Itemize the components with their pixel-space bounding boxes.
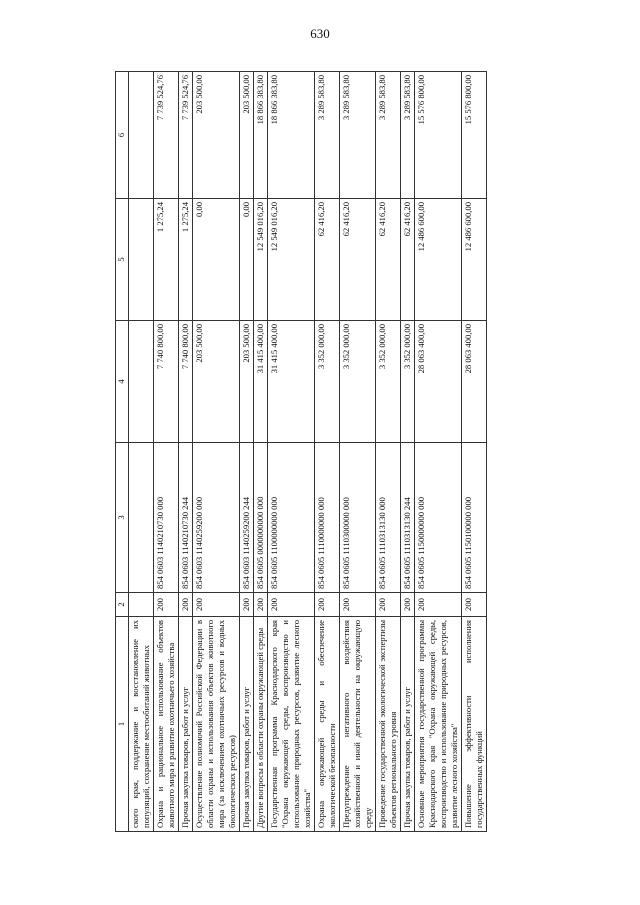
row-name-cell: ского края, поддержание и восстановление их популяций, сохранение местообитаний животных bbox=[129, 617, 154, 832]
row-remainder-cell: 7 739 524,76 bbox=[179, 72, 193, 199]
row-executed-cell: 1 275,24 bbox=[179, 199, 193, 321]
row-classifier-cell: 854 0605 1110313130 244 bbox=[401, 443, 415, 593]
row-classifier-cell: 854 0603 1140210730 000 bbox=[154, 443, 179, 593]
row-executed-cell: 12 549 016,20 bbox=[268, 199, 315, 321]
table-body bbox=[129, 72, 487, 832]
row-name-cell: Прочая закупка товаров, работ и услуг bbox=[401, 617, 415, 832]
table-row bbox=[154, 72, 179, 832]
row-executed-cell: 0,00 bbox=[240, 199, 254, 321]
row-code-cell: 200 bbox=[340, 593, 376, 617]
row-classifier-cell: 854 0605 1100000000 000 bbox=[268, 443, 315, 593]
table-row bbox=[268, 72, 315, 832]
row-amount-cell bbox=[129, 321, 154, 443]
row-name-cell: Проведение государственной экологической экспертизы объектов регионального уровня bbox=[376, 617, 401, 832]
row-amount-cell: 7 740 800,00 bbox=[179, 321, 193, 443]
row-classifier-cell: 854 0605 1110313130 000 bbox=[376, 443, 401, 593]
header-cell-3: 3 bbox=[116, 443, 129, 593]
row-classifier-cell: 854 0605 0000000000 000 bbox=[254, 443, 268, 593]
row-classifier-cell: 854 0605 1110000000 000 bbox=[315, 443, 340, 593]
row-amount-cell: 203 500,00 bbox=[240, 321, 254, 443]
row-code-cell: 200 bbox=[240, 593, 254, 617]
row-code-cell: 200 bbox=[401, 593, 415, 617]
table-row bbox=[340, 72, 376, 832]
budget-table bbox=[115, 71, 487, 832]
row-name-cell: Другие вопросы в области охраны окружающей среды bbox=[254, 617, 268, 832]
row-classifier-cell: 854 0605 1150100000 000 bbox=[462, 443, 487, 593]
row-executed-cell bbox=[129, 199, 154, 321]
row-remainder-cell: 18 866 383,80 bbox=[268, 72, 315, 199]
row-remainder-cell: 3 289 583,80 bbox=[376, 72, 401, 199]
row-classifier-cell: 854 0603 1140259200 244 bbox=[240, 443, 254, 593]
header-cell-6: 6 bbox=[116, 72, 129, 199]
row-name-cell: Предупреждение негативного воздействия хозяйственной и иной деятельности на окружающую среду bbox=[340, 617, 376, 832]
row-executed-cell: 12 486 600,00 bbox=[462, 199, 487, 321]
row-amount-cell: 3 352 000,00 bbox=[376, 321, 401, 443]
row-executed-cell: 1 275,24 bbox=[154, 199, 179, 321]
row-executed-cell: 12 486 600,00 bbox=[415, 199, 462, 321]
header-cell-4: 4 bbox=[116, 321, 129, 443]
table-row bbox=[129, 72, 154, 832]
header-row bbox=[116, 72, 129, 832]
row-remainder-cell: 15 576 800,00 bbox=[415, 72, 462, 199]
row-code-cell: 200 bbox=[193, 593, 240, 617]
row-executed-cell: 62 416,20 bbox=[340, 199, 376, 321]
row-amount-cell: 28 063 400,00 bbox=[462, 321, 487, 443]
row-remainder-cell: 15 576 800,00 bbox=[462, 72, 487, 199]
row-classifier-cell: 854 0603 1140259200 000 bbox=[193, 443, 240, 593]
row-executed-cell: 62 416,20 bbox=[315, 199, 340, 321]
table-row bbox=[415, 72, 462, 832]
row-remainder-cell: 18 866 383,80 bbox=[254, 72, 268, 199]
row-name-cell: Прочая закупка товаров, работ и услуг bbox=[179, 617, 193, 832]
row-executed-cell: 0,00 bbox=[193, 199, 240, 321]
row-amount-cell: 3 352 000,00 bbox=[340, 321, 376, 443]
header-cell-5: 5 bbox=[116, 199, 129, 321]
row-name-cell: Повышение эффективности исполнения государственных функций bbox=[462, 617, 487, 832]
row-remainder-cell: 3 289 583,80 bbox=[401, 72, 415, 199]
row-amount-cell: 7 740 800,00 bbox=[154, 321, 179, 443]
table-row bbox=[179, 72, 193, 832]
row-executed-cell: 62 416,20 bbox=[376, 199, 401, 321]
table-row bbox=[462, 72, 487, 832]
table-row bbox=[315, 72, 340, 832]
row-remainder-cell: 203 500,00 bbox=[193, 72, 240, 199]
table-row bbox=[401, 72, 415, 832]
row-code-cell: 200 bbox=[268, 593, 315, 617]
row-name-cell: Прочая закупка товаров, работ и услуг bbox=[240, 617, 254, 832]
header-cell-1: 1 bbox=[116, 617, 129, 832]
row-code-cell: 200 bbox=[415, 593, 462, 617]
table-row bbox=[193, 72, 240, 832]
row-name-cell: Охрана и рациональное использование объектов животного мира и развитие охотничьего хозяйства bbox=[154, 617, 179, 832]
row-remainder-cell: 7 739 524,76 bbox=[154, 72, 179, 199]
row-amount-cell: 3 352 000,00 bbox=[401, 321, 415, 443]
row-classifier-cell bbox=[129, 443, 154, 593]
row-code-cell: 200 bbox=[315, 593, 340, 617]
row-code-cell: 200 bbox=[154, 593, 179, 617]
row-name-cell: Осуществление полномочий Российской Федерации в области охраны и использования объектов животного мира (за исключением охотничьих ресурсов и водных биологических ресурсов) bbox=[193, 617, 240, 832]
row-code-cell: 200 bbox=[376, 593, 401, 617]
row-remainder-cell bbox=[129, 72, 154, 199]
row-remainder-cell: 203 500,00 bbox=[240, 72, 254, 199]
row-classifier-cell: 854 0605 1110300000 000 bbox=[340, 443, 376, 593]
row-amount-cell: 28 063 400,00 bbox=[415, 321, 462, 443]
row-remainder-cell: 3 289 583,80 bbox=[315, 72, 340, 199]
row-name-cell: Государственная программа Краснодарского края "Охрана окружающей среды, воспроизводство и использование природных ресурсов, развитие лесного хозяйства" bbox=[268, 617, 315, 832]
row-name-cell: Основные мероприятия государственной программы Краснодарского края "Охрана окружающей среды, воспроизводство и использование природных ресурсов, развитие лесного хозяйства" bbox=[415, 617, 462, 832]
row-amount-cell: 31 415 400,00 bbox=[268, 321, 315, 443]
row-code-cell bbox=[129, 593, 154, 617]
header-cell-2: 2 bbox=[116, 593, 129, 617]
row-classifier-cell: 854 0605 1150000000 000 bbox=[415, 443, 462, 593]
row-amount-cell: 31 415 400,00 bbox=[254, 321, 268, 443]
page-number: 630 bbox=[310, 26, 330, 41]
row-code-cell: 200 bbox=[254, 593, 268, 617]
budget-table-sheet bbox=[115, 72, 535, 832]
table-row bbox=[240, 72, 254, 832]
row-code-cell: 200 bbox=[179, 593, 193, 617]
row-amount-cell: 3 352 000,00 bbox=[315, 321, 340, 443]
row-executed-cell: 12 549 016,20 bbox=[254, 199, 268, 321]
row-amount-cell: 203 500,00 bbox=[193, 321, 240, 443]
row-name-cell: Охрана окружающей среды и обеспечение экологической безопасности bbox=[315, 617, 340, 832]
row-classifier-cell: 854 0603 1140210730 244 bbox=[179, 443, 193, 593]
table-row bbox=[254, 72, 268, 832]
table-row bbox=[376, 72, 401, 832]
row-remainder-cell: 3 289 583,80 bbox=[340, 72, 376, 199]
row-code-cell: 200 bbox=[462, 593, 487, 617]
row-executed-cell: 62 416,20 bbox=[401, 199, 415, 321]
